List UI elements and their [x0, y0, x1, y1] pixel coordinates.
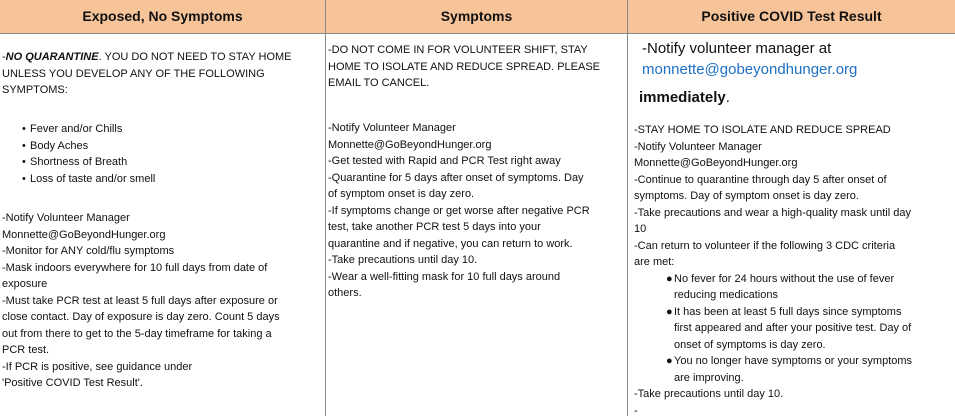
text-line: are improving.: [674, 371, 744, 384]
bullet-icon: ●: [666, 355, 673, 367]
text-line: symptoms. Day of symptom onset is day zero.: [634, 190, 859, 202]
text-line: -DO NOT COME IN FOR VOLUNTEER SHIFT, STAY: [328, 44, 588, 56]
text-line: PCR test.: [2, 344, 50, 356]
text-line: -Notify Volunteer Manager: [634, 140, 762, 153]
text-line: close contact. Day of exposure is day zero. Count 5 days: [2, 311, 280, 323]
text-line: UNLESS YOU DEVELOP ANY OF THE FOLLOWING: [2, 67, 265, 80]
text-fragment: .: [725, 89, 730, 106]
text-line: -Mask indoors everywhere for 10 full days from date of: [2, 261, 268, 274]
notify-manager-callout: [642, 38, 951, 80]
text-line: -Notify Volunteer Manager: [2, 212, 130, 224]
text-line: HOME TO ISOLATE AND REDUCE SPREAD. PLEASE: [328, 60, 601, 73]
text-line: -Take precautions until day 10.: [328, 254, 478, 266]
header-exposed-no-symptoms: [0, 0, 326, 34]
text-line: SYMPTOMS:: [2, 84, 68, 96]
header-positive-test: [628, 0, 955, 34]
text-line: exposure: [2, 278, 48, 290]
text-line: quarantine and if negative, you can return to work.: [328, 237, 573, 250]
text-line: onset of symptoms is day zero.: [674, 338, 826, 351]
manager-email-link[interactable]: monnette@gobeyondhunger.org: [642, 61, 858, 78]
header-label: Exposed, No Symptoms: [82, 8, 243, 25]
symptom-item: • Fever and/or Chills: [2, 121, 321, 138]
positive-instructions: [634, 122, 951, 416]
text-fragment: You no longer have symptoms or your symptoms: [674, 355, 913, 367]
text-line: -Notify Volunteer Manager: [328, 122, 456, 134]
cdc-criterion: [634, 271, 951, 288]
text-line: -Wear a well-fitting mask for 10 full days around: [328, 270, 561, 283]
text-line: -Can return to volunteer if the following 3 CDC criteria: [634, 239, 896, 252]
text-line: -If PCR is positive, see guidance under: [2, 360, 193, 373]
text-line: test, take another PCR test 5 days into your: [328, 221, 541, 233]
bullet-icon: ●: [666, 305, 673, 318]
cdc-criterion: [634, 353, 951, 370]
header-label: Positive COVID Test Result: [701, 8, 882, 25]
symptoms-instructions: [328, 120, 623, 302]
column-exposed-no-symptoms: [0, 34, 326, 416]
text-line: out from there to get to the 5-day timeframe for taking a: [2, 327, 272, 340]
symptom-list: [2, 121, 321, 187]
text-line: are met:: [634, 256, 675, 268]
bullet-icon: ●: [666, 272, 673, 285]
text-line: first appeared and after your positive test. Day of: [674, 322, 912, 334]
no-quarantine-emphasis: NO QUARANTINE: [5, 51, 99, 63]
text-fragment: No fever for 24 hours without the use of fever: [674, 272, 895, 285]
immediately-emphasis: immediately: [639, 89, 726, 106]
no-quarantine-notice: [2, 49, 321, 99]
text-line: -Notify volunteer manager at: [642, 40, 832, 57]
text-fragment: . YOU DO NOT NEED TO STAY HOME: [98, 51, 292, 63]
text-line: -Must take PCR test at least 5 full days after exposure or: [2, 294, 278, 307]
symptom-item: • Shortness of Breath: [2, 154, 321, 171]
text-line: -Get tested with Rapid and PCR Test right away: [328, 155, 561, 167]
text-line: -STAY HOME TO ISOLATE AND REDUCE SPREAD: [634, 124, 891, 136]
text-line: reducing medications: [674, 289, 778, 301]
email-text: Monnette@GoBeyondHunger.org: [328, 138, 492, 151]
text-line: -Take precautions and wear a high-quality mask until day: [634, 206, 911, 219]
header-symptoms: [326, 0, 628, 34]
text-line: -Monitor for ANY cold/flu symptoms: [2, 245, 175, 257]
text-line: 10: [634, 223, 647, 235]
text-line: -Quarantine for 5 days after onset of symptoms. Day: [328, 171, 584, 184]
text-line: others.: [328, 287, 362, 299]
cdc-criterion: [634, 304, 951, 321]
text-line: of symptom onset is day zero.: [328, 188, 475, 200]
text-line: EMAIL TO CANCEL.: [328, 77, 430, 89]
text-line: -If symptoms change or get worse after negative PCR: [328, 204, 590, 217]
text-line: 'Positive COVID Test Result'.: [2, 377, 143, 389]
immediately-line: [639, 87, 951, 108]
email-text: Monnette@GoBeyondHunger.org: [634, 157, 798, 169]
header-label: Symptoms: [440, 8, 513, 25]
text-line: [639, 87, 951, 108]
stay-home-notice: [328, 42, 623, 92]
column-positive-test: [628, 34, 955, 416]
text-fragment: -: [2, 51, 6, 63]
symptom-item: • Body Aches: [2, 138, 321, 155]
text-line: [2, 49, 321, 66]
text-line: -: [634, 404, 638, 416]
text-fragment: It has been at least 5 full days since symptoms: [674, 305, 902, 318]
email-text: Monnette@GoBeyondHunger.org: [2, 228, 166, 241]
column-symptoms: [326, 34, 628, 416]
exposed-instructions: [2, 210, 321, 392]
text-line: -Continue to quarantine through day 5 after onset of: [634, 173, 887, 186]
symptom-item: • Loss of taste and/or smell: [2, 171, 321, 188]
text-line: -Take precautions until day 10.: [634, 388, 784, 400]
